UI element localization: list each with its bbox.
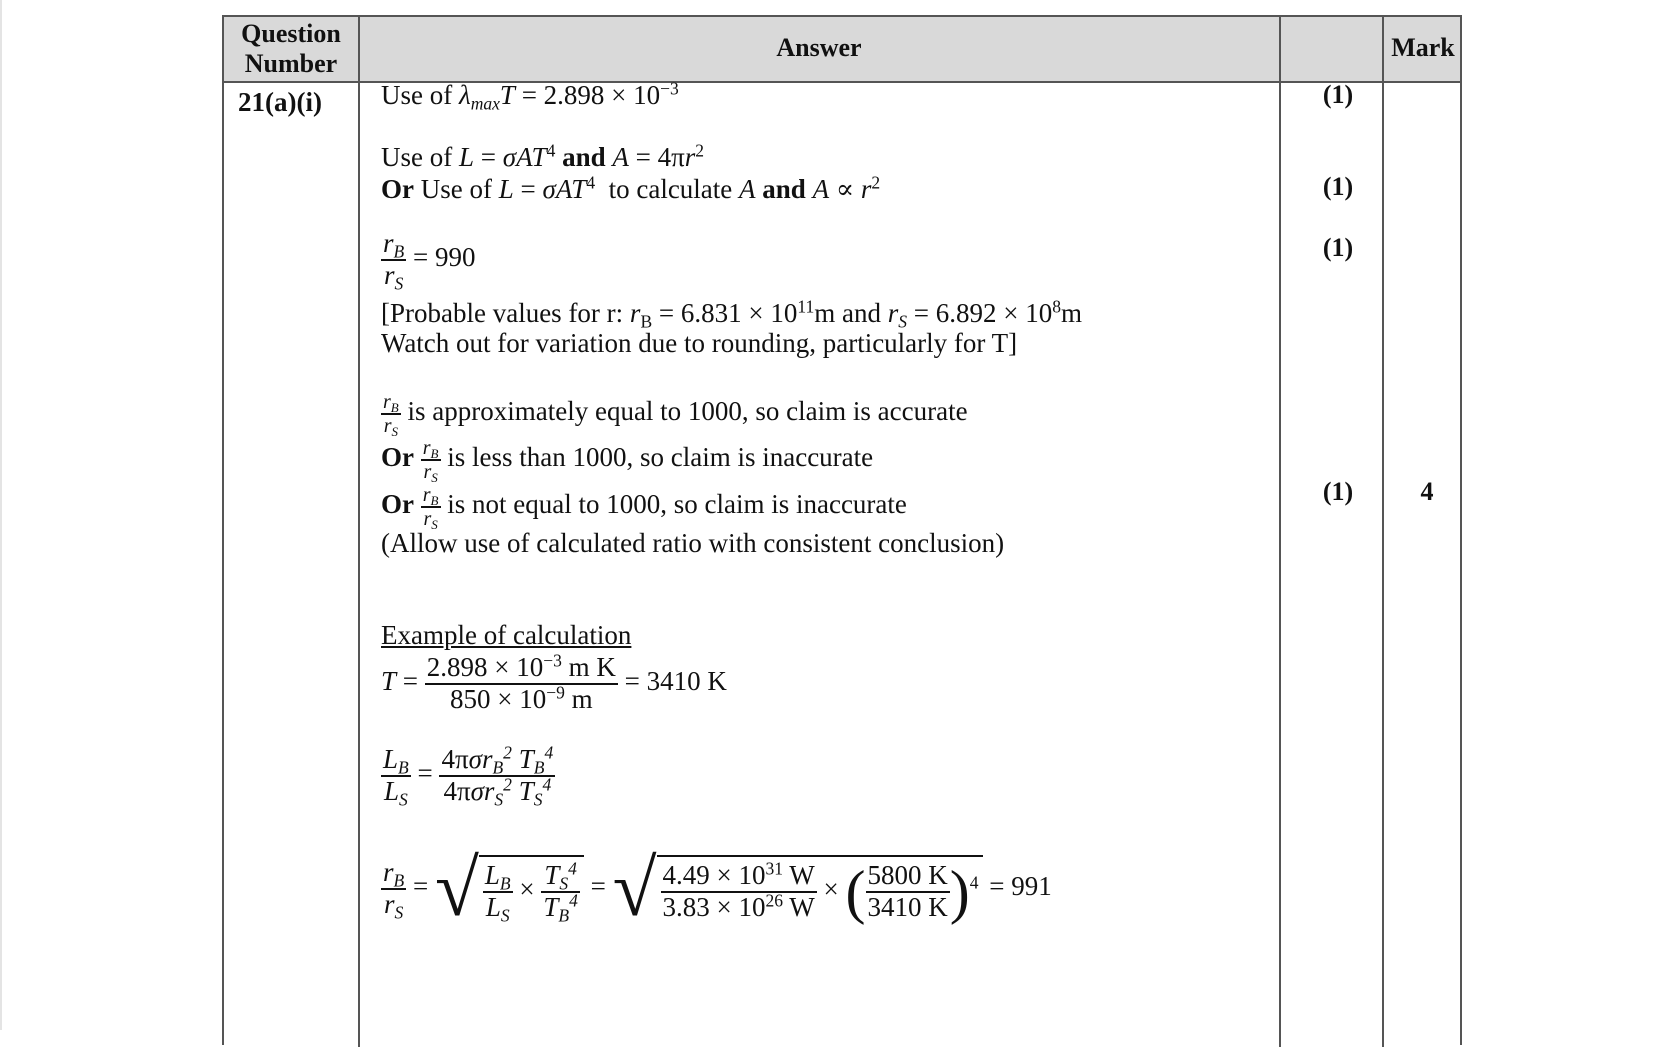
mark-3: (1) bbox=[1322, 233, 1354, 262]
question-number: 21(a)(i) bbox=[238, 87, 322, 117]
header-question-number: Question Number bbox=[241, 19, 341, 78]
conclusion-3: Or $\frac{r_B}{r_S}$ is not equal to 1000, so claim is inaccurate bbox=[381, 484, 907, 532]
answer-line-3: Or Use of L = σAT$^4$ to calculate A and $A \propto r^2$ bbox=[381, 172, 881, 204]
column-divider bbox=[358, 17, 360, 1047]
answer-column bbox=[381, 17, 1281, 1047]
answer-line-ratio: $\frac{r_B}{r_S}$ = 990 bbox=[383, 228, 476, 293]
header-mark: Mark bbox=[1391, 33, 1455, 62]
answer-line-watch: Watch out for variation due to rounding, particularly for T] bbox=[381, 328, 1018, 358]
header-answer: Answer bbox=[776, 33, 862, 62]
mark-scheme-table bbox=[222, 15, 1462, 1045]
conclusion-1: $\frac{r_B}{r_S}$ is approximately equal to 1000, so claim is accurate bbox=[383, 391, 968, 439]
mark-1: (1) bbox=[1322, 80, 1354, 109]
mark-4: (1) bbox=[1322, 477, 1354, 506]
conclusion-2: Or $\frac{r_B}{r_S}$ is less than 1000, so claim is inaccurate bbox=[381, 437, 874, 485]
page-left-border bbox=[0, 0, 2, 1030]
example-title: Example of calculation bbox=[381, 620, 632, 650]
mark-2: (1) bbox=[1322, 172, 1354, 201]
answer-line-probable: [Probable values for r: $r_B = 6.831 \times 10^{11}m$ and $r_S = 6.892 \times 10^8m$ bbox=[381, 296, 1083, 332]
answer-line-2: Use of L = σAT$^4$ and $A = 4\pi r^2$ bbox=[381, 140, 705, 172]
luminosity-ratio-equation: $\frac{L_B}{L_S}$ = $\frac{4\pi\sigma r_B^2 T_B^4}{4\pi\sigma r_S^2 T_S^4}$ bbox=[383, 742, 554, 809]
conclusion-4: (Allow use of calculated ratio with consistent conclusion) bbox=[381, 528, 1005, 558]
total-mark: 4 bbox=[1420, 477, 1434, 506]
radius-ratio-equation: $\frac{r_B}{r_S}$ = √ $\frac{L_B}{L_S}$ × $\frac{T_S^4}{T_B^4}$ = √ $\frac{4.49 \times 10^{31} W}{3.83 \times 10^{26} W}$ × ( $\frac{5800 K}{3410 K}$ )$^4$ = 991 bbox=[383, 845, 1052, 933]
answer-line-1: Use of $\lambda_{max}T = 2.898 \times 10^{-3}$ bbox=[381, 78, 679, 114]
temperature-equation: T = $\frac{2.898 \times 10^{-3} m K}{850 \times 10^{-9} m}$ = 3410 K bbox=[381, 650, 727, 714]
